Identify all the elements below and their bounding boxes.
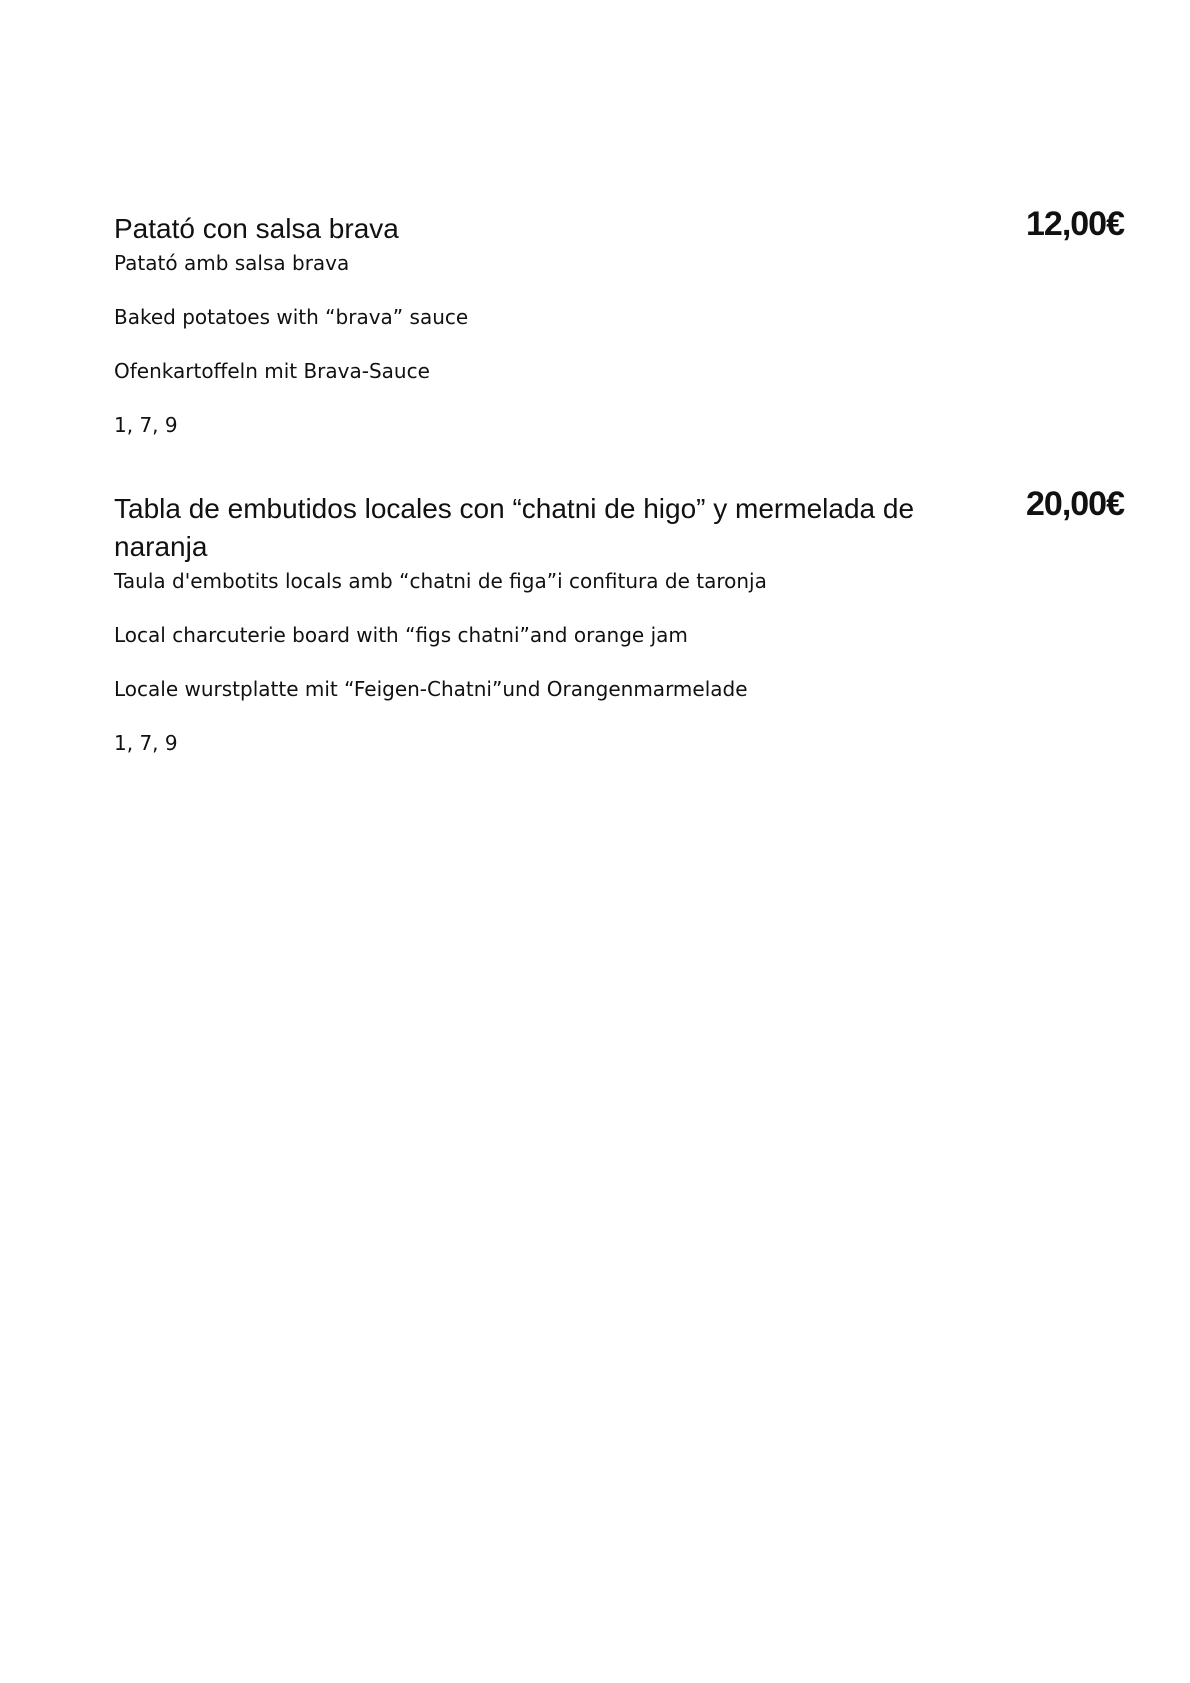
item-description-english: Baked potatoes with “brava” sauce xyxy=(114,305,469,329)
menu-item xyxy=(114,205,1124,438)
item-description-german: Locale wurstplatte mit “Feigen-Chatni”und Orangenmarmelade xyxy=(114,677,748,701)
item-description-catalan: Taula d'embotits locals amb “chatni de figa”i confitura de taronja xyxy=(114,569,767,593)
item-description-english: Local charcuterie board with “figs chatni”and orange jam xyxy=(114,623,688,647)
item-price: 20,00€ xyxy=(1026,485,1124,523)
item-price: 12,00€ xyxy=(1026,205,1124,243)
item-allergens: 1, 7, 9 xyxy=(114,413,178,437)
menu-item xyxy=(114,485,1124,756)
item-description-german: Ofenkartoffeln mit Brava-Sauce xyxy=(114,359,430,383)
item-title: Patató con salsa brava xyxy=(114,213,399,244)
item-title: Tabla de embutidos locales con “chatni de higo” y mermelada de naranja xyxy=(114,493,915,562)
item-allergens: 1, 7, 9 xyxy=(114,731,178,755)
item-description-catalan: Patató amb salsa brava xyxy=(114,251,350,275)
